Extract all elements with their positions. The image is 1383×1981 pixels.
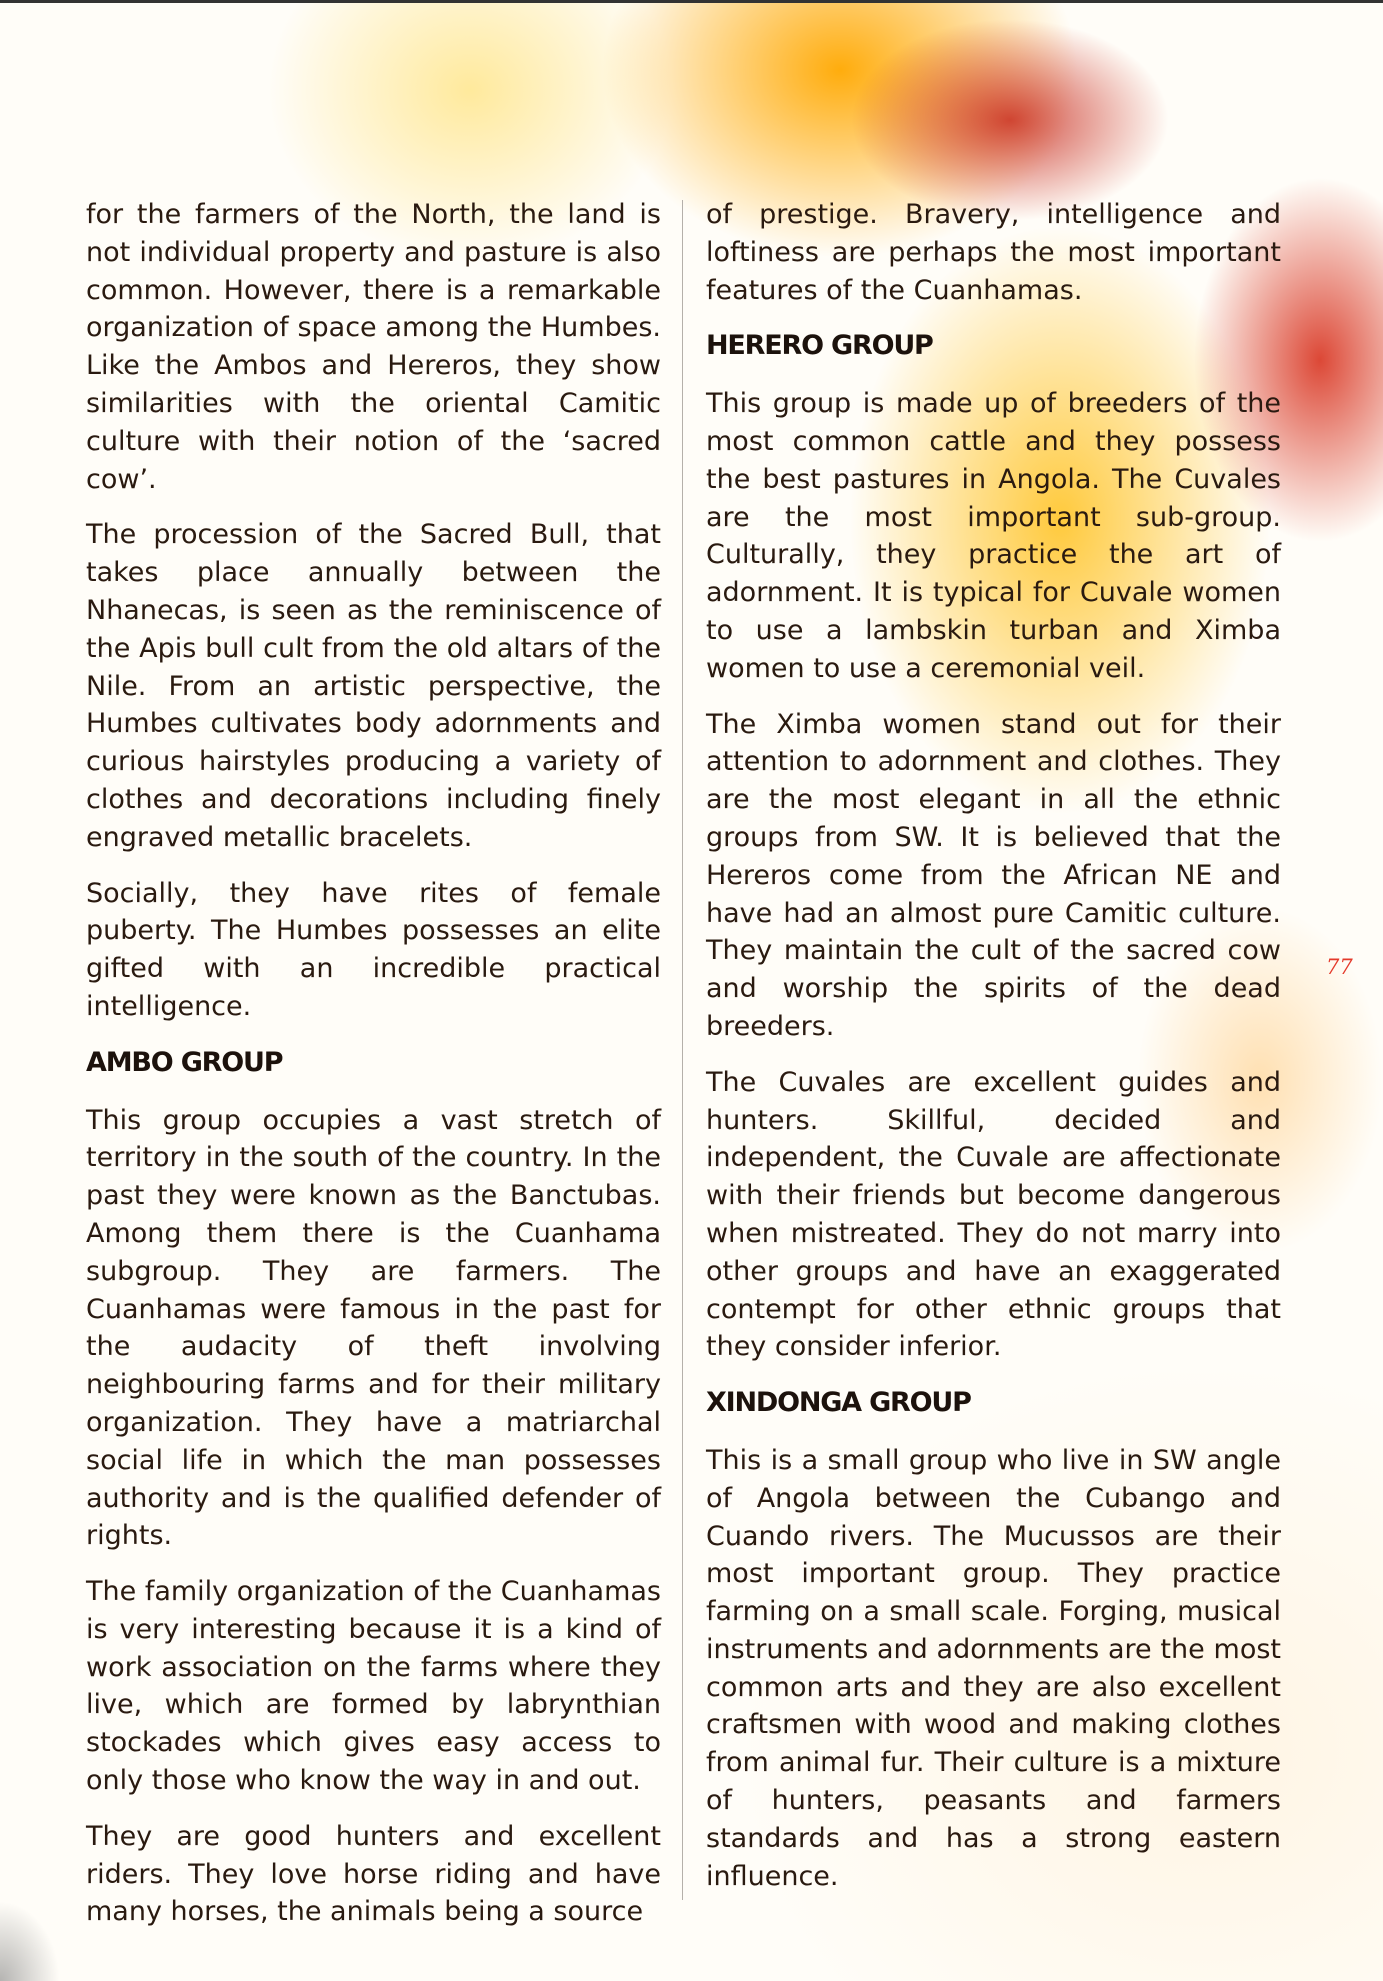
ambo-paragraph-1: This group occupies a vast stretch of territory in the south of the country. In the past they were known as the Banctubas. Among them there is the Cuanhama subgroup. They are farmers. The Cuanhamas were famous in the past for the audacity of theft involving neighbouring farms and for their military organization. They have a matriarchal social life in which the man possesses authority and is the qualified defender of rights. (86, 1104, 661, 1552)
ambo-group-heading: AMBO GROUP (86, 1046, 283, 1078)
left-paragraph-3: Socially, they have rites of female puberty. The Humbes possesses an elite gifted with an incredible practical intelligence. (86, 877, 661, 1022)
left-column (86, 196, 661, 1931)
herero-paragraph-1: This group is made up of breeders of the most common cattle and they possess the best pastures in Angola. The Cuvales are the most important sub-group. Culturally, they practice the art of adornment. It is typical for Cuvale women to use a lambskin turban and Ximba women to use a ceremonial veil. (706, 388, 1281, 684)
herero-paragraph-3: The Cuvales are excellent guides and hunters. Skillful, decided and independent, the Cuvale are affectionate with their friends but become dangerous when mistreated. They do not marry into other groups and have an exaggerated contempt for other ethnic groups that they consider inferior. (706, 1066, 1281, 1363)
right-column (706, 196, 1281, 1895)
xindonga-group-heading: XINDONGA GROUP (706, 1387, 971, 1419)
page-top-edge (0, 0, 1383, 3)
herero-paragraph-2: The Ximba women stand out for their attention to adornment and clothes. They are the most elegant in all the ethnic groups from SW. It is believed that the Hereros come from the African NE and have had an almost pure Camitic culture. They maintain the cult of the sacred cow and worship the spirits of the dead breeders. (706, 708, 1281, 1042)
herero-group-heading: HERERO GROUP (706, 330, 933, 362)
column-divider (682, 200, 683, 1900)
ambo-paragraph-3: They are good hunters and excellent riders. They love horse riding and have many horses, the animals being a source (86, 1820, 661, 1928)
scan-corner-shadow (0, 1901, 60, 1981)
page-number: 77 (1326, 955, 1353, 979)
left-paragraph-2: The procession of the Sacred Bull, that takes place annually between the Nhanecas, is seen as the reminiscence of the Apis bull cult from the old altars of the Nile. From an artistic perspective, the Humbes cultivates body adornments and curious hairstyles producing a variety of clothes and decorations including finely engraved metallic bracelets. (86, 519, 661, 853)
right-paragraph-1: of prestige. Bravery, intelligence and loftiness are perhaps the most important features of the Cuanhamas. (706, 199, 1281, 306)
ambo-paragraph-2: The family organization of the Cuanhamas is very interesting because it is a kind of work association on the farms where they live, which are formed by labrynthian stockades which gives easy access to only those who know the way in and out. (86, 1576, 661, 1797)
xindonga-paragraph-1: This is a small group who live in SW angle of Angola between the Cubango and Cuando rivers. The Mucussos are their most important group. They practice farming on a small scale. Forging, musical instruments and adornments are the most common arts and they are also excellent craftsmen with wood and making clothes from animal fur. Their culture is a mixture of hunters, peasants and farmers standards and has a strong eastern influence. (706, 1444, 1281, 1892)
left-paragraph-1: for the farmers of the North, the land is not individual property and pasture is also common. However, there is a remarkable organization of space among the Humbes. Like the Ambos and Hereros, they show similarities with the oriental Camitic culture with their notion of the ‘sacred cow’. (86, 199, 661, 495)
